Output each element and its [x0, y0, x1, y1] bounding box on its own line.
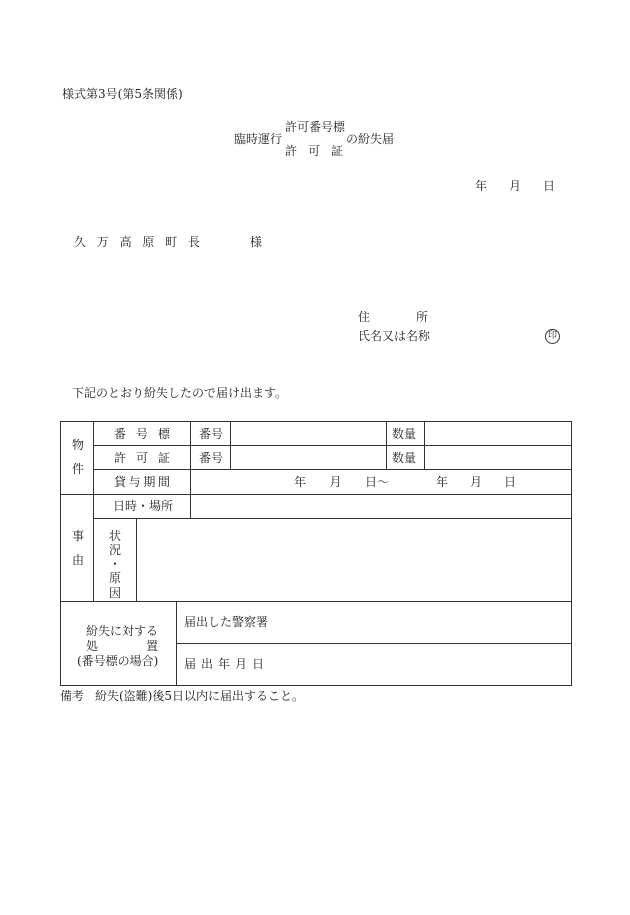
row-permit-qty-label: 数量 [392, 451, 417, 465]
seal-mark: 印 [545, 329, 560, 344]
title-option-plate: 許可番号標 [285, 120, 346, 134]
intro-text: 下記のとおり紛失したので届け出ます。 [72, 386, 288, 400]
note-label: 備考 [60, 689, 85, 703]
title-prefix: 臨時運行 [234, 132, 283, 146]
police-station-label: 届出した警察署 [184, 615, 269, 629]
report-date-label: 届 出 年 月 日 [184, 657, 264, 671]
addressee-honorific: 様 [250, 235, 263, 249]
disposal-line-2: 処 置 [86, 639, 158, 653]
situation-cause-label: 状 況 ・ 原 因 [109, 529, 122, 600]
disposal-line-1: 紛失に対する [86, 624, 159, 638]
row-plate-number-label: 番号 [199, 427, 224, 441]
period-to: 年 月 日 [436, 475, 516, 489]
row-plate-qty-label: 数量 [392, 427, 417, 441]
period-from: 年 月 日〜 [294, 475, 389, 489]
submission-date: 年 月 日 [475, 179, 555, 193]
row-permit-number-label: 番号 [199, 451, 224, 465]
title-suffix: の紛失届 [346, 132, 395, 146]
section-reason-label: 事 由 [72, 529, 85, 568]
datetime-place-label: 日時・場所 [113, 499, 174, 513]
row-period-label: 貸 与 期 間 [114, 475, 170, 489]
note-text: 紛失(盗難)後5日以内に届出すること。 [95, 689, 304, 703]
title-option-permit: 許 可 証 [285, 144, 343, 158]
row-plate-label: 番 号 標 [114, 427, 170, 441]
name-label: 氏名又は名称 [358, 329, 431, 343]
section-item-label: 物 件 [72, 438, 85, 477]
addressee-name: 久 万 高 原 町 長 [74, 235, 200, 249]
row-permit-label: 許 可 証 [114, 451, 170, 465]
address-label: 住 所 [358, 310, 428, 324]
form-number: 様式第3号(第5条関係) [62, 87, 183, 101]
disposal-line-3: (番号標の場合) [77, 654, 159, 668]
